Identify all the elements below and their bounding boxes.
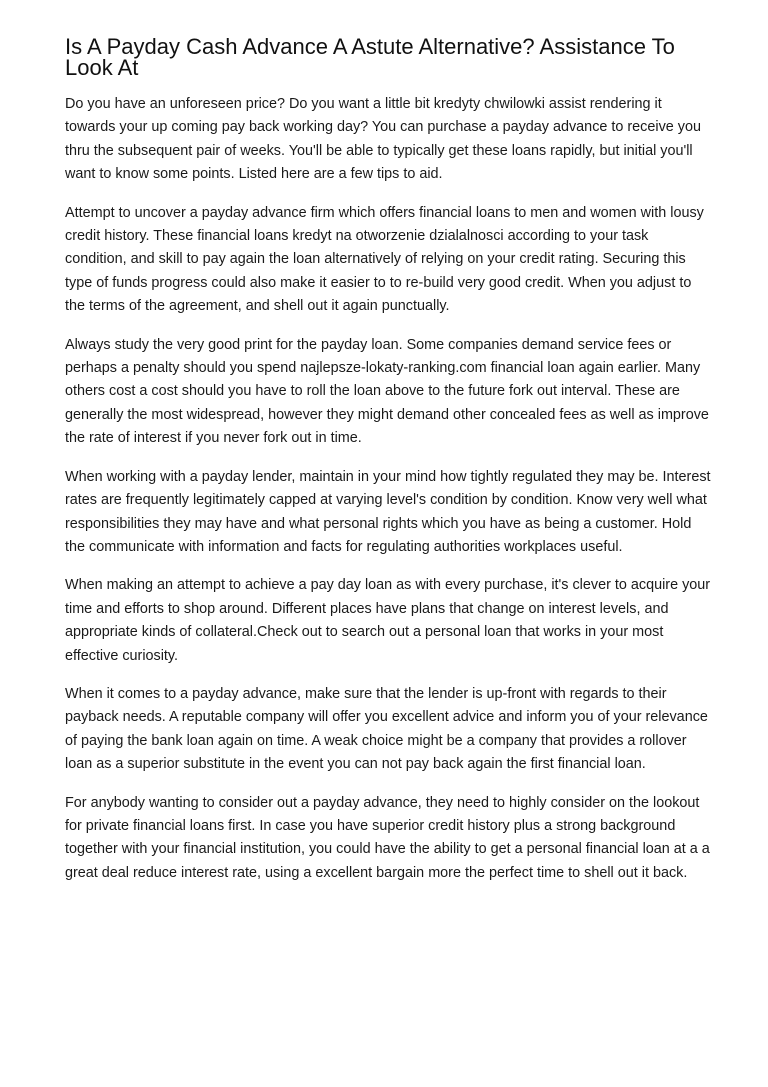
paragraph-6: When it comes to a payday advance, make sure that the lender is up-front with regards to their payback needs. A reputable company will offer you excellent advice and inform you of your relevance of paying the bank loan again on time. A weak choice might be a company that provides a rollover loan as a superior substitute in the event you can not pay back again the first financial loan.	[65, 685, 708, 773]
paragraph-2: Attempt to uncover a payday advance firm which offers financial loans to men and women with lousy credit history. These financial loans kredyt na otworzenie dzialalnosci according to your task condition, and skill to pay again the loan alternatively of relying on your credit rating. Securing this type of funds progress could also make it easier to to re-build very good credit. When you adjust to the terms of the agreement, and shell out it again punctually.	[65, 204, 704, 315]
document-title: Is A Payday Cash Advance A Astute Alternative? Assistance To Look At	[65, 34, 675, 80]
paragraph-4: When working with a payday lender, maintain in your mind how tightly regulated they may be. Interest rates are frequently legitimately capped at varying level's condition by condition. Know very well what responsibilities they may have and what personal rights which you have as being a customer. Hold the communicate with information and facts for regulating authorities workplaces useful.	[65, 468, 711, 555]
paragraph-3: Always study the very good print for the payday loan. Some companies demand service fees or perhaps a penalty should you spend najlepsze-lokaty-ranking.com financial loan again earlier. Many others cost a cost should you have to roll the loan above to the future fork out interval. These are generally the most widespread, however they might demand other concealed fees as well as improve the rate of interest if you never fork out in time.	[65, 336, 709, 447]
paragraph-7: For anybody wanting to consider out a payday advance, they need to highly consider on the lookout for private financial loans first. In case you have superior credit history plus a strong background together with your financial institution, you could have the ability to get a personal financial loan at a a great deal reduce interest rate, using a excellent bargain more the perfect time to shell out it back.	[65, 794, 710, 881]
paragraph-1: Do you have an unforeseen price? Do you want a little bit kredyty chwilowki assist rendering it towards your up coming pay back working day? You can purchase a payday advance to receive you thru the subsequent pair of weeks. You'll be able to typically get these loans rapidly, but initial you'll want to know some points. Listed here are a few tips to aid.	[65, 96, 701, 183]
paragraph-5: When making an attempt to achieve a pay day loan as with every purchase, it's clever to acquire your time and efforts to shop around. Different places have plans that change on interest levels, and appropriate kinds of collateral.Check out to search out a personal loan that works in your most effective curiosity.	[65, 577, 711, 664]
